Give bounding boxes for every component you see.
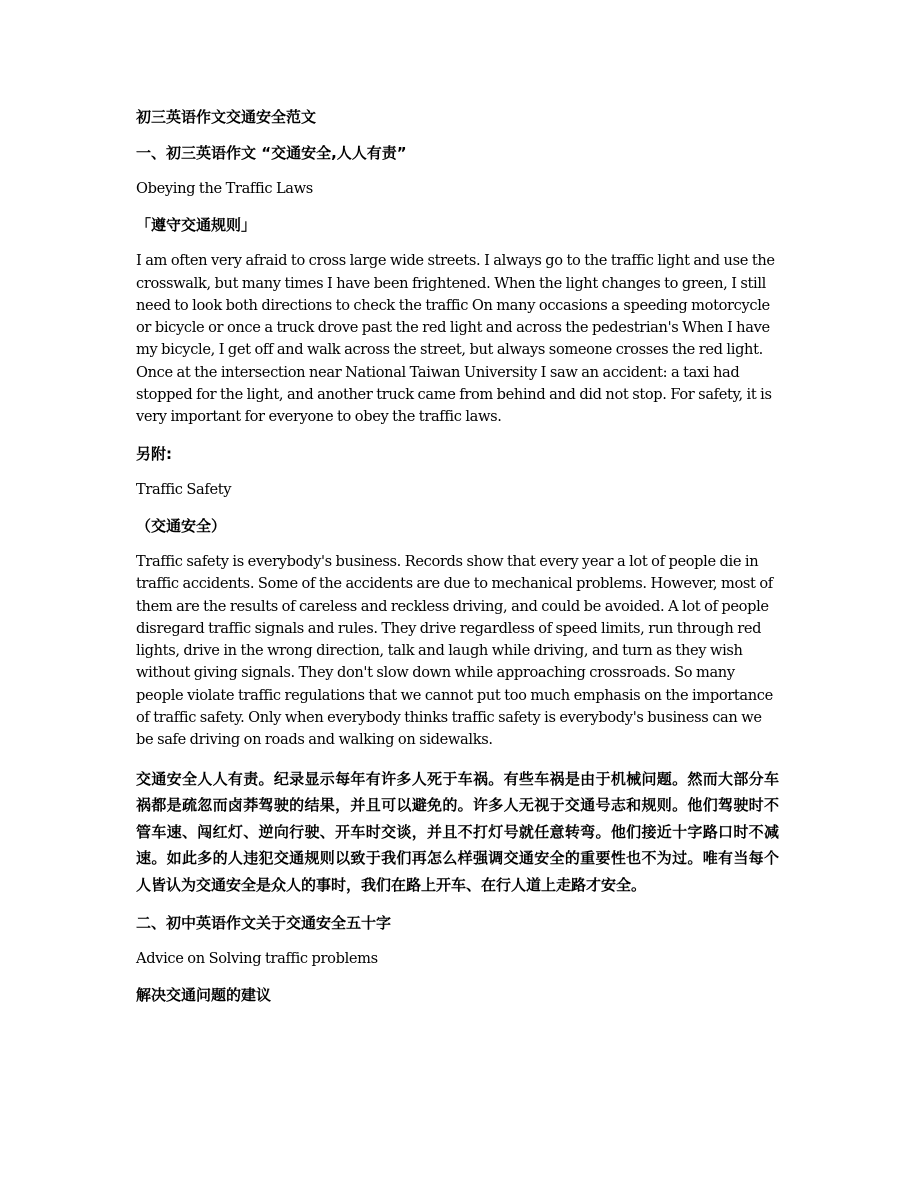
section-1-chinese-title: 「遵守交通规则」 [136,216,257,235]
section-1-english-title: Obeying the Traffic Laws [136,180,313,197]
appendix-english-title: Traffic Safety [136,480,232,498]
document-title: 初三英语作文交通安全范文 [136,108,317,126]
appendix-chinese-title: （交通安全） [136,516,227,535]
section-1-heading: 一、初三英语作文 “交通安全,人人有责” [136,144,407,162]
section-2-heading: 二、初中英语作文关于交通安全五十字 [136,914,392,933]
section-2-chinese-title: 解决交通问题的建议 [136,986,272,1005]
document-page [136,106,781,1020]
appendix-label: 另附: [136,444,172,463]
appendix-translation: 交通安全人人有责。纪录显示每年有许多人死于车祸。有些车祸是由于机械问题。然而大部分车祸都是疏忽而卤莽驾驶的结果，并且可以避免的。许多人无视于交通号志和规则。他们驾驶时不管车速、闯红灯、逆向行驶、开车时交谈，并且不打灯号就任意转弯。他们接近十字路口时不减速。如此多的人违犯交通规则以致于我们再怎么样强调交通安全的重要性也不为过。唯有当每个人皆认为交通安全是众人的事时，我们在路上开车、在行人道上走路才安全。 [136,769,779,894]
appendix-paragraph: Traffic safety is everybody's business. Records show that every year a lot of people die in traffic accidents. Some of the accidents are due to mechanical problems. However, most of them are the results of careless and reckless driving, and could be avoided. A lot of people disregard traffic signals and rules. They drive regardless of speed limits, run through red lights, drive in the wrong direction, talk and laugh while driving, and turn as they wish without giving signals. They don't slow down while approaching crossroads. So many people violate traffic regulations that we cannot put too much emphasis on the importance of traffic safety. Only when everybody thinks traffic safety is everybody's business can we be safe driving on roads and walking on sidewalks. [136,552,773,749]
section-2-english-title: Advice on Solving traffic problems [136,950,378,968]
section-1-paragraph: I am often very afraid to cross large wide streets. I always go to the traffic light and use the crosswalk, but many times I have been frightened. When the light changes to green, I still need to look both directions to check the traffic On many occasions a speeding motorcycle or bicycle or once a truck drove past the red light and across the pedestrian's When I have my bicycle, I get off and walk across the street, but always someone crosses the red light. Once at the intersection near National Taiwan University I saw an accident: a taxi had stopped for the light, and another truck came from behind and did not stop. For safety, it is very important for everyone to obey the traffic laws. [136,252,775,426]
